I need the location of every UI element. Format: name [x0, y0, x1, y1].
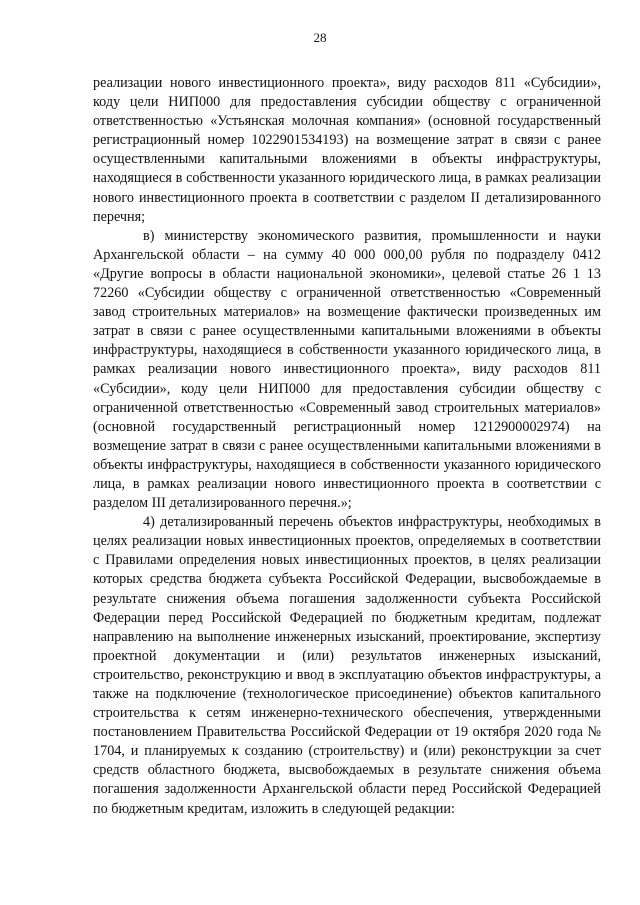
paragraph-item-4: 4) детализированный перечень объектов инфраструктуры, необходимых в целях реализации новых инвестиционных проектов, определяемых в соответствии с Правилами определения новых инвестиционных проектов, в целях реализации которых средства бюджета субъекта Российской Федерации, высвобождаемые в результате снижения объема погашения задолженности субъекта Российской Федерации перед Российской Федерацией по бюджетным кредитам, подлежат направлению на выполнение инженерных изысканий, проектирование, экспертизу проектной документации и (или) результатов инженерных изысканий, строительство, реконструкцию и ввод в эксплуатацию объектов инфраструктуры, а также на подключение (технологическое присоединение) объектов капитального строительства к сетям инженерно-технического обеспечения, утвержденными постановлением Правительства Российской Федерации от 19 октября 2020 года № 1704, и планируемых к созданию (строительству) и (или) реконструкции за счет средств областного бюджета, высвобождаемых в результате снижения объема погашения задолженности Архангельской области перед Российской Федерацией по бюджетным кредитам, изложить в следующей редакции: [93, 514, 601, 817]
paragraph-continuation: реализации нового инвестиционного проекта», виду расходов 811 «Субсидии», коду цели НИП000 для предоставления субсидии обществу с ограниченной ответственностью «Устьянская молочная компания» (основной государственный регистрационный номер 1022901534193) на возмещение затрат в связи с ранее осуществленными капитальными вложениями в объекты инфраструктуры, находящиеся в собственности указанного юридического лица, в рамках реализации нового инвестиционного проекта в соответствии с разделом II детализированного перечня; [93, 75, 601, 225]
page-number: 28 [313, 30, 327, 45]
document-body [93, 74, 601, 819]
paragraph-item-v: в) министерству экономического развития, промышленности и науки Архангельской области – на сумму 40 000 000,00 рубля по подразделу 0412 «Другие вопросы в области национальной экономики», целевой статье 26 1 13 72260 «Субсидии обществу с ограниченной ответственностью «Современный завод строительных материалов» на возмещение фактически произведенных им затрат в связи с ранее осуществленными капитальными вложениями в объекты инфраструктуры, находящиеся в собственности указанного юридического лица, в рамках реализации нового инвестиционного проекта», виду расходов 811 «Субсидии», коду цели НИП000 для предоставления субсидии обществу с ограниченной ответственностью «Современный завод строительных материалов» (основной государственный регистрационный номер 1212900002974) на возмещение затрат в связи с ранее осуществленными капитальными вложениями в объекты инфраструктуры, находящиеся в собственности указанного юридического лица, в рамках реализации нового инвестиционного проекта в соответствии с разделом III детализированного перечня.»; [93, 227, 601, 512]
